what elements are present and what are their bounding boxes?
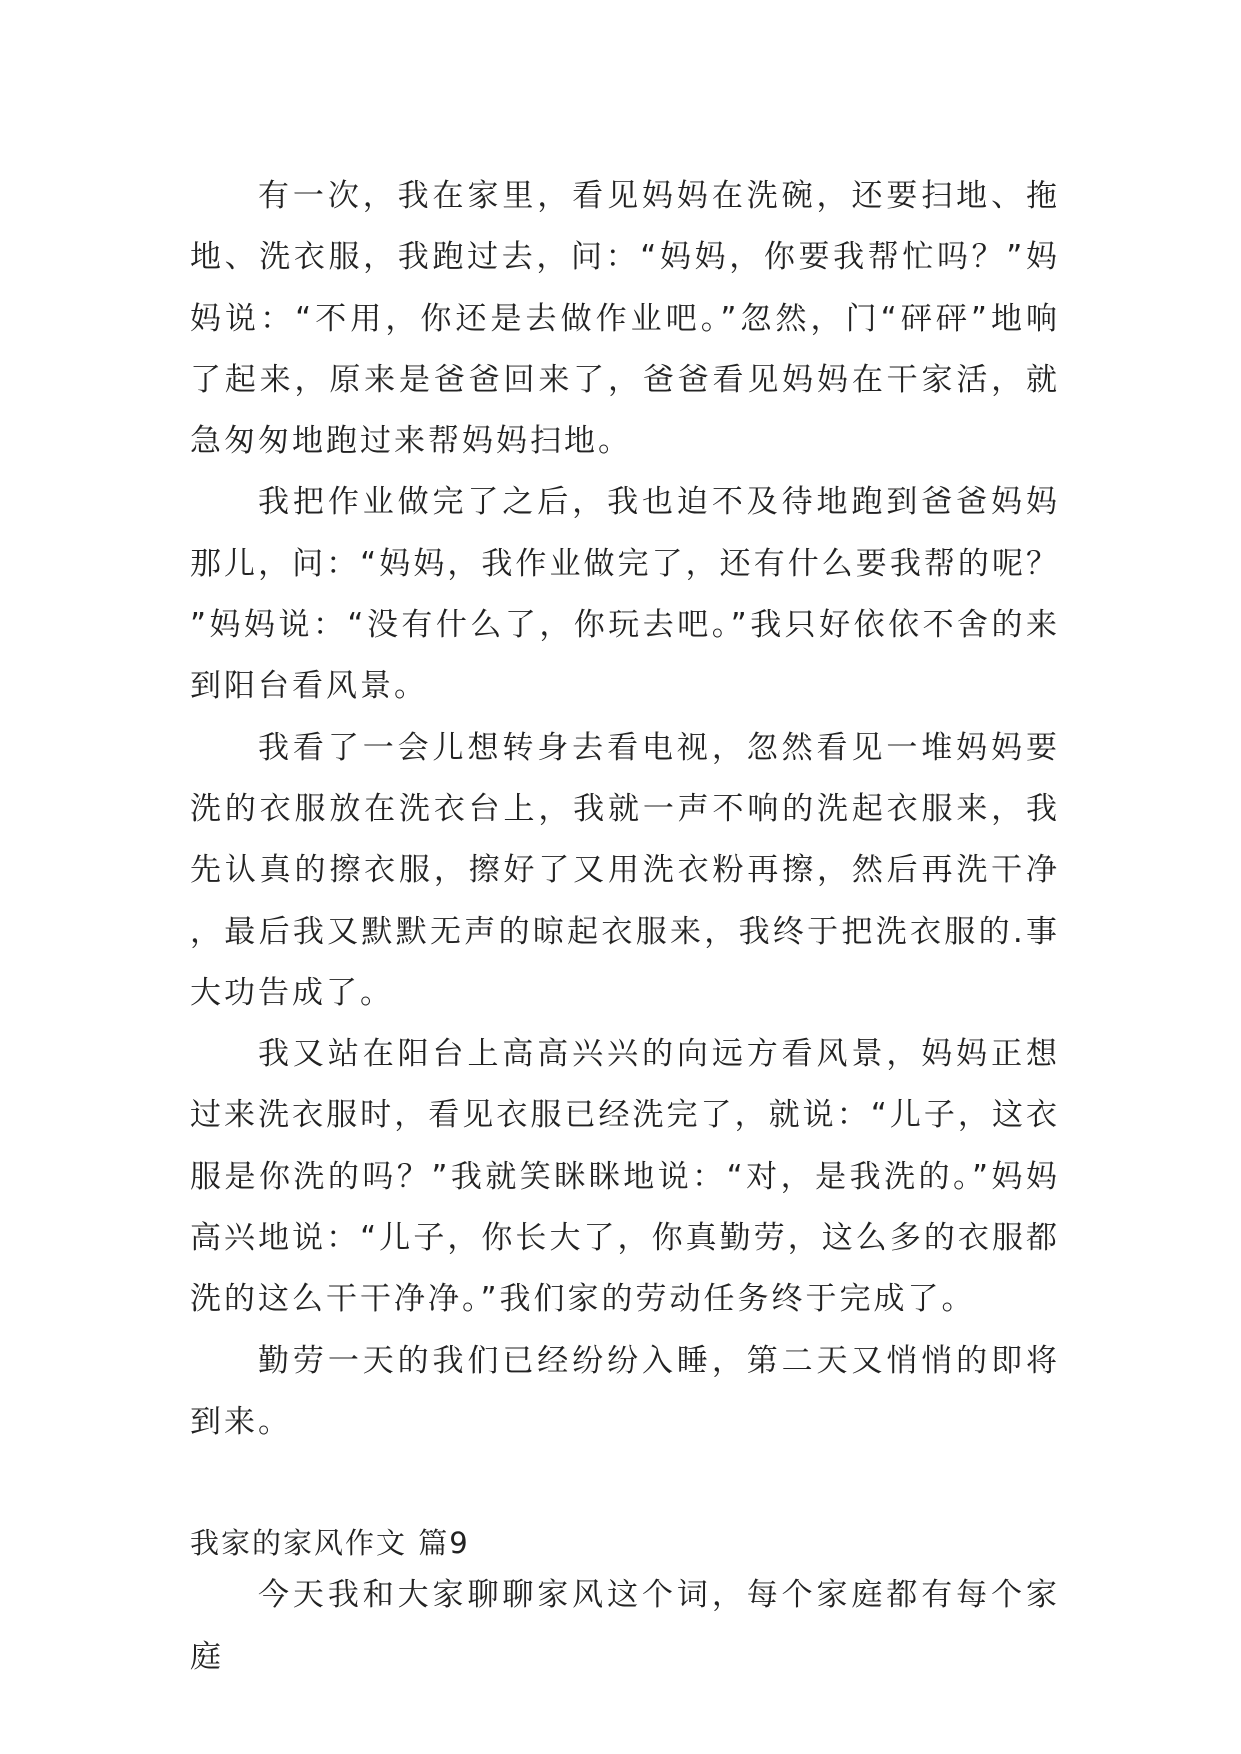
essay-paragraph-3: 我看了一会儿想转身去看电视，忽然看见一堆妈妈要洗的衣服放在洗衣台上，我就一声不响的洗起衣服来，我先认真的擦衣服，擦好了又用洗衣粉再擦，然后再洗干净，最后我又默默无声的晾起衣服来，我终于把洗衣服的.事大功告成了。 xyxy=(190,729,1060,1011)
essay-paragraph-1: 有一次，我在家里，看见妈妈在洗碗，还要扫地、拖地、洗衣服，我跑过去，问：“妈妈，你要我帮忙吗？”妈妈说：“不用，你还是去做作业吧。”忽然，门“砰砰”地响了起来，原来是爸爸回来了，爸爸看见妈妈在干家活，就急匆匆地跑过来帮妈妈扫地。 xyxy=(190,178,1060,460)
essay-body xyxy=(190,166,1060,1688)
essay-paragraph-5: 勤劳一天的我们已经纷纷入睡，第二天又悄悄的即将到来。 xyxy=(190,1342,1060,1440)
essay-paragraph-6: 今天我和大家聊聊家风这个词，每个家庭都有每个家庭 xyxy=(190,1577,1060,1675)
section-spacer xyxy=(190,1453,1060,1521)
essay-paragraph-4: 我又站在阳台上高高兴兴的向远方看风景，妈妈正想过来洗衣服时，看见衣服已经洗完了，就说：“儿子，这衣服是你洗的吗？”我就笑眯眯地说：“对，是我洗的。”妈妈高兴地说：“儿子，你长大了，你真勤劳，这么多的衣服都洗的这么干干净净。”我们家的劳动任务终于完成了。 xyxy=(190,1036,1060,1318)
essay-paragraph-2: 我把作业做完了之后，我也迫不及待地跑到爸爸妈妈那儿，问：“妈妈，我作业做完了，还有什么要我帮的呢？”妈妈说：“没有什么了，你玩去吧。”我只好依依不舍的来到阳台看风景。 xyxy=(190,484,1060,705)
section-heading: 我家的家风作文 篇9 xyxy=(190,1526,470,1561)
